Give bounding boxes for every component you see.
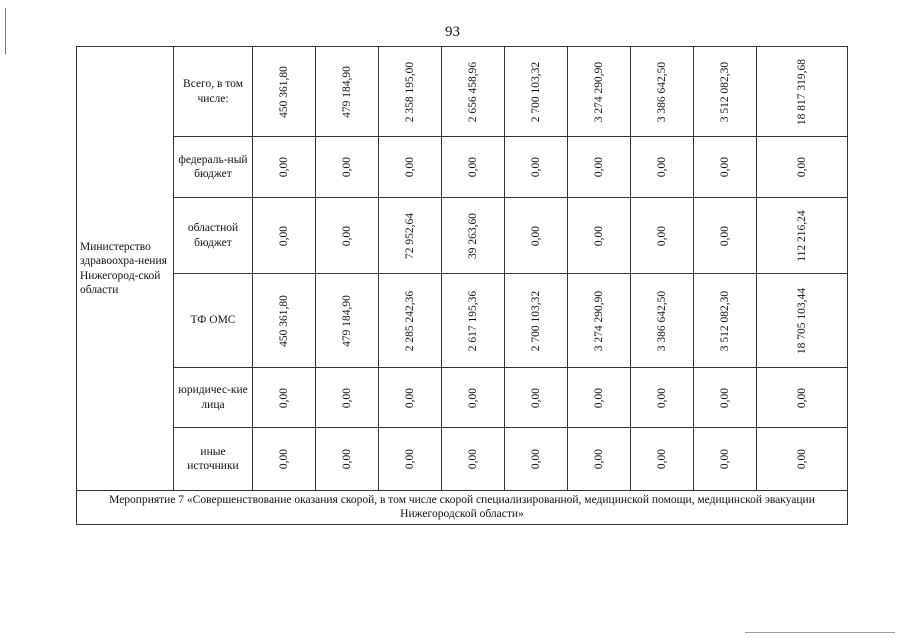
value-cell <box>316 137 379 198</box>
value-text: 18 705 103,44 <box>795 287 808 354</box>
value-cell <box>757 274 848 368</box>
page-number: 93 <box>445 24 460 40</box>
value-text: 0,00 <box>655 448 668 470</box>
value-text: 0,00 <box>592 387 605 408</box>
row-label: юридичес-кие лица <box>174 368 253 428</box>
value-cell <box>442 198 505 274</box>
value-cell <box>694 47 757 137</box>
value-cell <box>505 198 568 274</box>
value-cell <box>379 198 442 274</box>
value-cell <box>442 137 505 198</box>
value-text: 0,00 <box>466 156 479 178</box>
value-cell <box>694 198 757 274</box>
value-text: 0,00 <box>592 225 605 246</box>
value-cell <box>757 47 848 137</box>
value-cell <box>694 137 757 198</box>
value-cell <box>316 198 379 274</box>
value-cell <box>631 198 694 274</box>
table-row <box>77 137 848 198</box>
value-cell <box>694 368 757 428</box>
value-cell <box>568 274 631 368</box>
bottom-rule <box>745 632 895 633</box>
value-cell <box>694 428 757 491</box>
value-text: 0,00 <box>718 156 731 178</box>
value-cell <box>442 368 505 428</box>
value-text: 0,00 <box>277 156 290 178</box>
value-cell <box>253 274 316 368</box>
table-row <box>77 198 848 274</box>
table-row <box>77 47 848 137</box>
value-text: 0,00 <box>529 448 542 470</box>
value-text: 0,00 <box>466 387 479 408</box>
value-text: 0,00 <box>403 448 416 470</box>
value-cell <box>631 274 694 368</box>
value-text: 2 700 103,32 <box>529 290 542 351</box>
value-text: 0,00 <box>277 387 290 408</box>
value-cell <box>568 137 631 198</box>
value-text: 0,00 <box>529 156 542 178</box>
value-text: 3 274 290,90 <box>592 290 605 351</box>
value-text: 0,00 <box>795 387 808 408</box>
value-cell <box>694 274 757 368</box>
value-cell <box>379 137 442 198</box>
value-cell <box>253 198 316 274</box>
value-cell <box>568 368 631 428</box>
value-cell <box>631 428 694 491</box>
value-cell <box>505 428 568 491</box>
value-cell <box>442 274 505 368</box>
value-text: 0,00 <box>340 387 353 408</box>
value-text: 0,00 <box>403 387 416 408</box>
value-text: 18 817 319,68 <box>795 58 808 125</box>
value-text: 0,00 <box>795 448 808 470</box>
row-label: областной бюджет <box>174 198 253 274</box>
value-cell <box>379 47 442 137</box>
value-cell <box>253 428 316 491</box>
value-text: 0,00 <box>277 225 290 246</box>
row-label: федераль-ный бюджет <box>174 137 253 198</box>
value-cell <box>442 47 505 137</box>
value-cell <box>442 428 505 491</box>
value-cell <box>568 428 631 491</box>
value-cell <box>316 274 379 368</box>
value-text: 39 263,60 <box>466 212 479 259</box>
value-text: 0,00 <box>718 225 731 246</box>
value-text: 2 656 458,96 <box>466 61 479 122</box>
value-cell <box>505 47 568 137</box>
value-cell <box>253 137 316 198</box>
value-cell <box>757 428 848 491</box>
value-text: 2 285 242,36 <box>403 290 416 351</box>
value-cell <box>316 47 379 137</box>
value-text: 2 617 195,36 <box>466 290 479 351</box>
value-cell <box>757 137 848 198</box>
table-row <box>77 274 848 368</box>
value-text: 2 358 195,00 <box>403 61 416 122</box>
value-cell <box>757 198 848 274</box>
value-text: 450 361,80 <box>277 65 290 118</box>
value-text: 3 386 642,50 <box>655 290 668 351</box>
value-cell <box>631 368 694 428</box>
row-label: иные источники <box>174 428 253 491</box>
value-text: 112 216,24 <box>795 209 808 262</box>
value-cell <box>379 274 442 368</box>
value-cell <box>631 137 694 198</box>
value-text: 0,00 <box>277 448 290 470</box>
table-row <box>77 368 848 428</box>
value-cell <box>316 368 379 428</box>
value-text: 72 952,64 <box>403 212 416 259</box>
value-cell <box>568 198 631 274</box>
value-text: 0,00 <box>718 448 731 470</box>
row-label: Всего, в том числе: <box>174 47 253 137</box>
value-cell <box>379 368 442 428</box>
value-text: 3 386 642,50 <box>655 61 668 122</box>
value-text: 3 512 082,30 <box>718 61 731 122</box>
value-text: 2 700 103,32 <box>529 61 542 122</box>
value-cell <box>316 428 379 491</box>
row-label: ТФ ОМС <box>174 274 253 368</box>
value-cell <box>253 368 316 428</box>
value-text: 479 184,90 <box>340 65 353 118</box>
value-cell <box>505 368 568 428</box>
value-text: 0,00 <box>795 156 808 178</box>
value-text: 0,00 <box>403 156 416 178</box>
value-text: 0,00 <box>655 156 668 178</box>
value-text: 0,00 <box>340 448 353 470</box>
value-cell <box>631 47 694 137</box>
value-text: 3 512 082,30 <box>718 290 731 351</box>
value-cell <box>379 428 442 491</box>
value-text: 0,00 <box>592 156 605 178</box>
budget-table <box>76 46 848 525</box>
organization-cell: Министерство здравоохра-нения Нижегород-ской области <box>77 47 174 491</box>
value-cell <box>253 47 316 137</box>
value-text: 479 184,90 <box>340 294 353 347</box>
value-text: 0,00 <box>718 387 731 408</box>
table-row <box>77 428 848 491</box>
value-text: 0,00 <box>655 225 668 246</box>
value-cell <box>505 137 568 198</box>
value-cell <box>505 274 568 368</box>
value-text: 0,00 <box>529 387 542 408</box>
value-text: 0,00 <box>466 448 479 470</box>
value-text: 0,00 <box>340 225 353 246</box>
value-text: 450 361,80 <box>277 294 290 347</box>
footer-row <box>77 491 848 525</box>
value-text: 0,00 <box>592 448 605 470</box>
value-cell <box>757 368 848 428</box>
value-text: 3 274 290,90 <box>592 61 605 122</box>
value-cell <box>568 47 631 137</box>
value-text: 0,00 <box>529 225 542 246</box>
event-title: Мероприятие 7 «Совершенствование оказания скорой, в том числе скорой специализированной, медицинской помощи, медицинской эвакуации Нижегородской области» <box>77 491 848 525</box>
value-text: 0,00 <box>655 387 668 408</box>
value-text: 0,00 <box>340 156 353 178</box>
